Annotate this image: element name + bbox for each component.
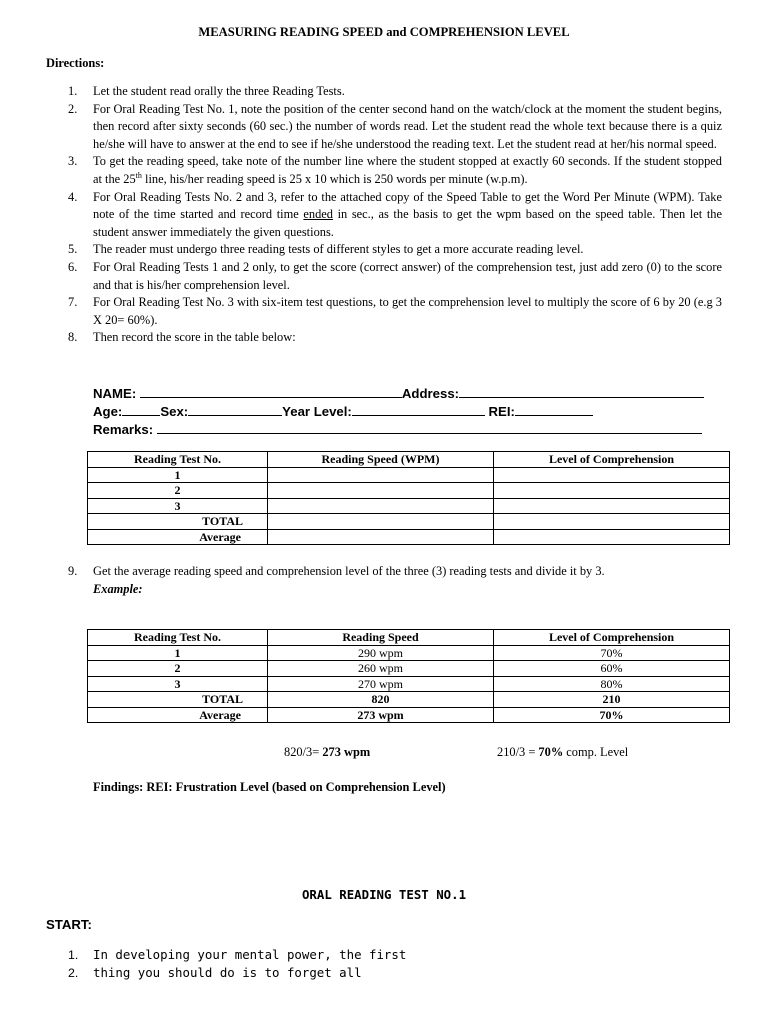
directions-list	[68, 83, 722, 347]
test-line	[68, 946, 406, 964]
speed-cell[interactable]	[268, 483, 494, 499]
name-label: NAME:	[93, 386, 137, 401]
step-text: Let the student read orally the three Reading Tests.	[93, 84, 345, 98]
direction-step-9	[68, 563, 722, 581]
example-table	[87, 629, 730, 723]
direction-step-1	[68, 83, 722, 101]
step-text: line, his/her reading speed is 25 x 10 which is 250 words per minute (w.p.m).	[141, 171, 528, 186]
speed-cell: 260 wpm	[268, 661, 494, 677]
table-row-average	[88, 707, 730, 723]
rei-field[interactable]	[515, 402, 593, 416]
directions-heading: Directions:	[46, 56, 105, 70]
direction-step-8	[68, 329, 722, 347]
comprehension-cell: 60%	[494, 661, 730, 677]
age-field[interactable]	[122, 402, 160, 416]
step-number: 8.	[68, 330, 78, 345]
row-label: 1	[88, 645, 268, 661]
line-text: In developing your mental power, the first	[93, 947, 407, 962]
line-number: 1.	[68, 948, 79, 962]
table-header-row	[88, 630, 730, 646]
table-row	[88, 467, 730, 483]
step-text: To get the reading speed, take note of the number line where the student stopped at exactly 60 seconds. If the student stopped at the 25	[93, 154, 722, 186]
speed-cell[interactable]	[268, 514, 494, 530]
table-row	[88, 676, 730, 692]
header-comprehension: Level of Comprehension	[494, 630, 730, 646]
step-text: The reader must undergo three reading tests of different styles to get a more accurate reading level.	[93, 242, 584, 257]
comprehension-cell[interactable]	[494, 467, 730, 483]
comprehension-calculation	[497, 744, 628, 762]
step-text: For Oral Reading Test No. 1, note the position of the center second hand on the watch/clock at the moment the student begins, then record after sixty seconds (60 sec.) the number of words read. Let the student read the whole text because there is a quiz he/she will have to answer at the end to see if he/she understood the reading text. Let the student read at her/his normal speed.	[93, 101, 722, 151]
remarks-label: Remarks:	[93, 422, 154, 437]
rei-label: REI:	[488, 404, 515, 419]
sex-label: Sex:	[160, 404, 189, 419]
row-label: TOTAL	[88, 692, 268, 708]
record-table	[87, 451, 730, 545]
row-label: 3	[88, 498, 268, 514]
table-row	[88, 498, 730, 514]
comprehension-cell[interactable]	[494, 529, 730, 545]
row-label: Average	[88, 707, 268, 723]
header-reading-speed: Reading Speed	[268, 630, 494, 646]
step-number: 6.	[68, 259, 78, 274]
header-reading-test: Reading Test No.	[88, 452, 268, 468]
table-row-average	[88, 529, 730, 545]
form-row-remarks	[93, 420, 733, 439]
calc-text: 210/3 =	[497, 745, 539, 759]
line-text: thing you should do is to forget all	[93, 965, 362, 980]
direction-step-4	[68, 189, 722, 242]
row-label: 2	[88, 483, 268, 499]
remarks-field[interactable]	[157, 420, 702, 434]
calc-text: 820/3=	[284, 745, 323, 759]
comprehension-cell: 70%	[494, 645, 730, 661]
underlined-word: ended	[303, 207, 333, 222]
year-level-field[interactable]	[352, 402, 485, 416]
direction-step-6	[68, 259, 722, 294]
speed-calculation	[284, 744, 370, 762]
calc-result: 70%	[538, 745, 564, 759]
step-number: 2.	[68, 101, 78, 116]
speed-cell: 820	[268, 692, 494, 708]
test-line	[68, 964, 406, 982]
comprehension-cell: 210	[494, 692, 730, 708]
table-row-total	[88, 514, 730, 530]
comprehension-cell[interactable]	[494, 483, 730, 499]
example-heading: Example:	[93, 582, 143, 596]
header-reading-speed: Reading Speed (WPM)	[268, 452, 494, 468]
form-row-name	[93, 384, 733, 403]
age-label: Age:	[93, 404, 123, 419]
direction-step-3	[68, 153, 722, 188]
step-number: 7.	[68, 295, 78, 310]
table-row	[88, 645, 730, 661]
header-comprehension: Level of Comprehension	[494, 452, 730, 468]
comprehension-cell: 70%	[494, 707, 730, 723]
form-row-details	[93, 402, 733, 421]
comprehension-cell[interactable]	[494, 514, 730, 530]
speed-cell[interactable]	[268, 529, 494, 545]
step-number: 3.	[68, 154, 78, 169]
year-level-label: Year Level:	[282, 404, 352, 419]
direction-step-2	[68, 101, 722, 154]
row-label: 3	[88, 676, 268, 692]
step-number: 1.	[68, 84, 78, 98]
table-header-row	[88, 452, 730, 468]
speed-cell: 270 wpm	[268, 676, 494, 692]
address-field[interactable]	[459, 384, 704, 398]
step-text: Then record the score in the table below:	[93, 330, 296, 345]
step-number: 4.	[68, 189, 78, 204]
superscript: th	[135, 170, 142, 180]
direction-step-5	[68, 241, 722, 259]
document-title: MEASURING READING SPEED and COMPREHENSION LEVEL	[198, 25, 570, 39]
name-field[interactable]	[140, 384, 402, 398]
table-row	[88, 661, 730, 677]
row-label: 2	[88, 661, 268, 677]
step-number: 5.	[68, 242, 78, 257]
start-label: START:	[46, 917, 92, 932]
line-number: 2.	[68, 966, 79, 980]
step-text: For Oral Reading Test No. 3 with six-item test questions, to get the comprehension level to multiply the score of 6 by 20 (e.g 3 X 20= 60%).	[93, 295, 722, 327]
step-text: in sec., as the basis to get the wpm based on the speed table. Then let the student answer immediately the given questions.	[93, 207, 722, 239]
step-number: 9.	[68, 564, 78, 578]
speed-cell: 273 wpm	[268, 707, 494, 723]
comprehension-cell: 80%	[494, 676, 730, 692]
row-label: TOTAL	[88, 514, 268, 530]
calc-text: comp. Level	[563, 745, 629, 759]
step-text: For Oral Reading Tests No. 2 and 3, refer to the attached copy of the Speed Table to get the Word Per Minute (WPM). Take note of the time started and record time	[93, 189, 722, 222]
speed-cell[interactable]	[268, 498, 494, 514]
header-reading-test: Reading Test No.	[88, 630, 268, 646]
step-text: Get the average reading speed and comprehension level of the three (3) reading tests and divide it by 3.	[93, 564, 605, 578]
row-label: 1	[88, 467, 268, 483]
reading-test-lines	[68, 946, 406, 982]
step-text: For Oral Reading Tests 1 and 2 only, to get the score (correct answer) of the comprehension test, just add zero (0) to the score and that is his/her comprehension level.	[93, 259, 722, 292]
direction-step-7	[68, 294, 722, 329]
row-label: Average	[88, 529, 268, 545]
comprehension-cell[interactable]	[494, 498, 730, 514]
speed-cell: 290 wpm	[268, 645, 494, 661]
sex-field[interactable]	[188, 402, 282, 416]
calc-result: 273 wpm	[322, 745, 371, 759]
table-row	[88, 483, 730, 499]
findings-text: Findings: REI: Frustration Level (based on Comprehension Level)	[93, 780, 446, 794]
oral-test-title: ORAL READING TEST NO.1	[301, 887, 467, 902]
speed-cell[interactable]	[268, 467, 494, 483]
address-label: Address:	[401, 386, 460, 401]
table-row-total	[88, 692, 730, 708]
